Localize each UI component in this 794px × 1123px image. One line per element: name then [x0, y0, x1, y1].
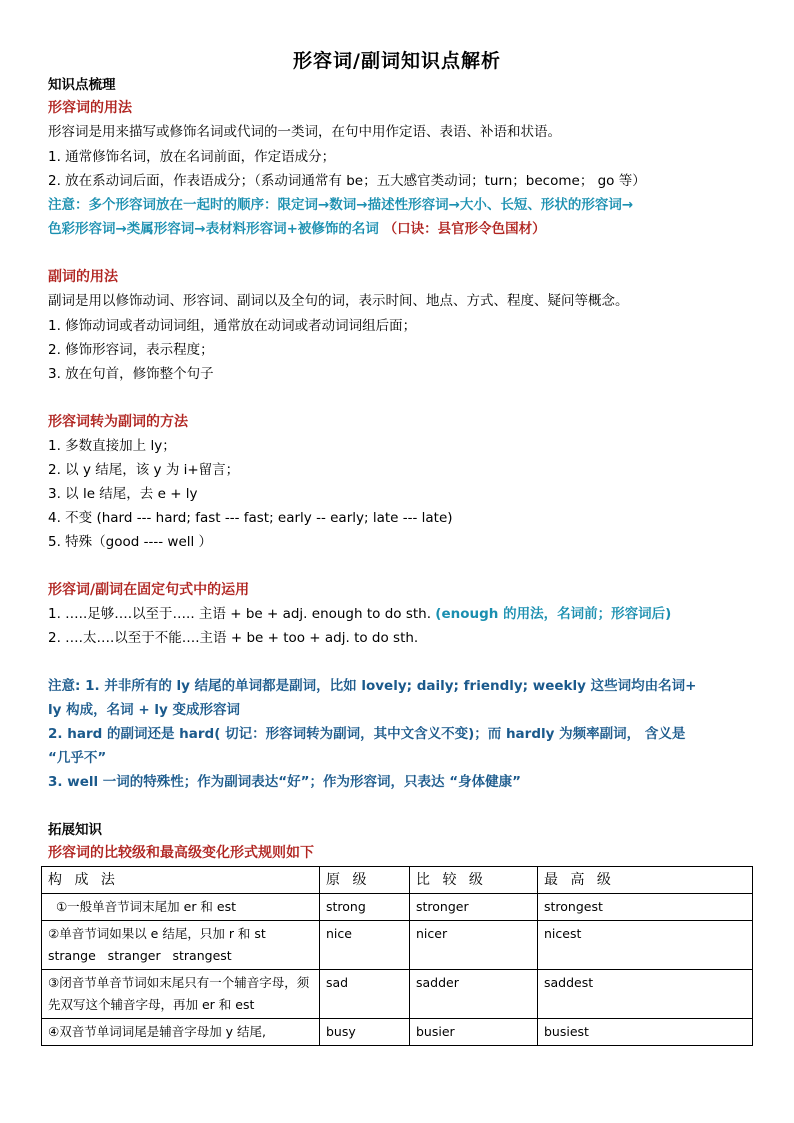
comparative-cell: sadder — [410, 970, 538, 1019]
mnemonic: （口诀：县官形令色国材） — [383, 221, 546, 237]
positive-cell: strong — [320, 894, 410, 921]
table-row — [42, 921, 753, 970]
comparative-cell: busier — [410, 1019, 538, 1046]
table-row — [42, 970, 753, 1019]
table-row — [42, 894, 753, 921]
pattern-item — [48, 605, 671, 623]
subheading-comparison-rules: 形容词的比较级和最高级变化形式规则如下 — [48, 845, 314, 861]
conversion-item: 1. 多数直接加上 ly； — [48, 438, 176, 454]
adjective-intro: 形容词是用来描写或修饰名词或代词的一类词，在句中用作定语、表语、补语和状语。 — [48, 124, 561, 140]
positive-cell: sad — [320, 970, 410, 1019]
column-header: 比 较 级 — [410, 867, 538, 894]
section-heading-knowledge: 知识点梳理 — [48, 77, 116, 93]
section-heading-extension: 拓展知识 — [48, 822, 102, 838]
superlative-cell: saddest — [538, 970, 753, 1019]
order-sequence: 色彩形容词→类属形容词→表材料形容词+被修饰的名词 — [48, 221, 384, 237]
pattern-item: 2. ….太….以至于不能….主语 + be + too + adj. to do sth. — [48, 630, 419, 646]
rule-cell — [42, 921, 320, 970]
note-line: “几乎不” — [48, 750, 107, 766]
conversion-item: 3. 以 le 结尾，去 e + ly — [48, 486, 198, 502]
column-header: 构 成 法 — [42, 867, 320, 894]
superlative-cell: busiest — [538, 1019, 753, 1046]
superlative-cell: strongest — [538, 894, 753, 921]
subheading-adverb-usage: 副词的用法 — [48, 269, 118, 285]
rule-cell: ③闭音节单音节词如末尾只有一个辅音字母，须先双写这个辅音字母，再加 er 和 est — [42, 970, 320, 1019]
conversion-item: 5. 特殊（good ---- well ） — [48, 534, 213, 550]
adjective-item: 1. 通常修饰名词，放在名词前面，作定语成分； — [48, 149, 336, 165]
comparison-table — [41, 866, 753, 1046]
comparative-cell: stronger — [410, 894, 538, 921]
conversion-item: 2. 以 y 结尾，该 y 为 i+留言； — [48, 462, 240, 478]
subheading-conversion: 形容词转为副词的方法 — [48, 414, 188, 430]
comparative-cell: nicer — [410, 921, 538, 970]
positive-cell: nice — [320, 921, 410, 970]
page-title: 形容词/副词知识点解析 — [293, 50, 501, 72]
rule-cell: ④双音节单词词尾是辅音字母加 y 结尾, — [42, 1019, 320, 1046]
subheading-adjective-usage: 形容词的用法 — [48, 100, 132, 116]
positive-cell: busy — [320, 1019, 410, 1046]
enough-note: (enough 的用法，名词前；形容词后) — [435, 606, 672, 622]
superlative-cell: nicest — [538, 921, 753, 970]
adverb-item: 3. 放在句首，修饰整个句子 — [48, 366, 214, 382]
adjective-item: 2. 放在系动词后面，作表语成分；（系动词通常有 be；五大感官类动词；turn；become； go 等） — [48, 173, 646, 189]
rule-example: strange stranger strangest — [48, 948, 232, 963]
column-header: 最 高 级 — [538, 867, 753, 894]
conversion-item: 4. 不变 (hard --- hard; fast --- fast; early -- early; late --- late) — [48, 510, 453, 526]
pattern-enough: 1. …..足够….以至于….. 主语 + be + adj. enough to do sth. — [48, 606, 436, 622]
adjective-order-note-cont — [48, 220, 546, 238]
table-header-row — [42, 867, 753, 894]
adverb-intro: 副词是用以修饰动词、形容词、副词以及全句的词，表示时间、地点、方式、程度、疑问等概念。 — [48, 293, 629, 309]
adverb-item: 2. 修饰形容词，表示程度； — [48, 342, 214, 358]
note-line: 注意: 1. 并非所有的 ly 结尾的单词都是副词，比如 lovely; daily; friendly; weekly 这些词均由名词+ — [48, 678, 697, 694]
adverb-item: 1. 修饰动词或者动词词组，通常放在动词或者动词词组后面； — [48, 318, 417, 334]
rule-text: ②单音节词如果以 e 结尾，只加 r 和 st — [48, 926, 266, 941]
table-row — [42, 1019, 753, 1046]
rule-cell: ①一般单音节词末尾加 er 和 est — [42, 894, 320, 921]
adjective-order-note: 注意：多个形容词放在一起时的顺序：限定词→数词→描述性形容词→大小、长短、形状的形容词→ — [48, 197, 634, 213]
note-line: 3. well 一词的特殊性；作为副词表达“好”；作为形容词，只表达 “身体健康” — [48, 774, 521, 790]
note-line: ly 构成，名词 + ly 变成形容词 — [48, 702, 240, 718]
column-header: 原 级 — [320, 867, 410, 894]
subheading-fixed-patterns: 形容词/副词在固定句式中的运用 — [48, 582, 250, 598]
note-line: 2. hard 的副词还是 hard( 切记：形容词转为副词，其中文含义不变)；而 hardly 为频率副词， 含义是 — [48, 726, 686, 742]
